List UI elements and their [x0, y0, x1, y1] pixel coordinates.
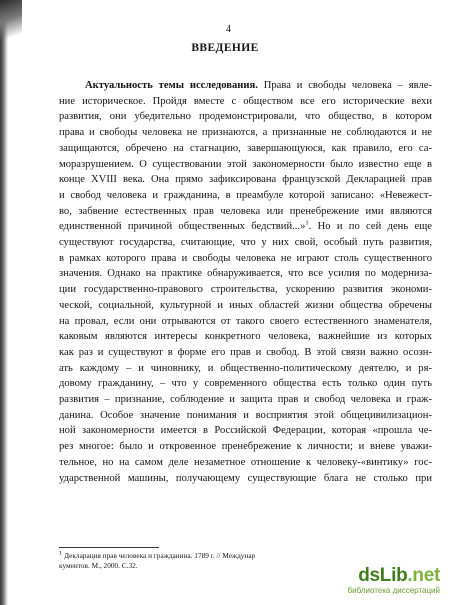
text-line: тельное, но на самом деле незаметное отношение к человеку-«винтику» гос- [59, 456, 432, 468]
text-line-run: . Но и по сей день еще [308, 221, 432, 233]
text-line: и свобод человека и гражданина, в преамбуле которой записано: «Невежест- [59, 189, 432, 201]
text-line: существуют государства, считающие, что у них свой, особый путь развития, [59, 237, 432, 249]
text-line: рез многое: было и откровенное пренебрежение к личности; и вневе уважи- [59, 441, 432, 453]
watermark-subtitle: библиотека диссертаций [347, 586, 440, 595]
text-line: ударственной машины, получающему существующие блага не столько при [59, 472, 432, 484]
text-line-run: единственной причиной общественных бедствий...» [59, 221, 306, 233]
text-line: конце XVIII века. Она прямо зафиксирована французской Декларацией прав [59, 174, 432, 186]
footnote [59, 551, 319, 571]
scan-corner-artifact [0, 0, 22, 48]
footnote-marker: 1 [59, 551, 63, 557]
text-line: ческой, социальной, культурной и иных областей жизни общества обречены [59, 299, 432, 311]
text-line-with-footnote [59, 219, 432, 235]
text-line-run: Права и свободы человека – явле- [257, 80, 432, 91]
dslib-watermark [317, 565, 442, 599]
text-line: развития, они убедительно продемонстрировали, что общество, в котором [59, 111, 432, 123]
text-line: ние историческое. Пройдя вместе с обществом все его исторические вехи [59, 95, 432, 107]
text-line: ать каждому – и чиновнику, и общественно-политическому деятелю, и ря- [59, 362, 432, 374]
logo-tld-text: .net [407, 565, 440, 586]
footnote-separator [59, 547, 159, 548]
bold-lead: Актуальность темы исследования. [85, 80, 258, 91]
text-line: данина. Особое значение понимания и восприятия этой общецивилизацион- [59, 409, 432, 421]
text-line: ной закономерности имеется в Российской Федерации, которая «прошла че- [59, 425, 432, 437]
text-line: ции государственно-правового строительства, ускорению развития экономи- [59, 284, 432, 296]
logo-main-text: dsLib [358, 565, 408, 586]
text-line: моразрушением. О существовании этой закономерности было известно еще в [59, 158, 432, 170]
text-line: на провал, если они отрываются от такого своего естественного знаменателя, [59, 315, 432, 327]
dslib-logo [358, 565, 440, 587]
text-line: как раз и существуют в форме его прав и свобод. В этой связи важно осозн- [59, 346, 432, 358]
scan-edge-shadow [0, 0, 8, 605]
text-line: права и свободы человека не признаются, а признанные не соблюдаются и не [59, 127, 432, 139]
footnote-line [59, 551, 319, 561]
text-line [59, 78, 432, 94]
footnote-line: кументов. М., 2000. С.32. [59, 561, 138, 570]
text-line: в рамках которого права и свободы человека не играют столь существенного [59, 252, 432, 264]
body-text [59, 78, 432, 486]
section-heading: ВВЕДЕНИЕ [191, 42, 259, 54]
page-number: 4 [226, 24, 231, 35]
text-line: защищаются, обречено на стагнацию, завершающуюся, как правило, его са- [59, 142, 432, 154]
footnote-text: Декларация прав человека и гражданина. 1789 г. // Междунар [62, 551, 256, 560]
text-line: довому гражданину, – что у современного общества есть только один путь [59, 378, 432, 390]
text-line: каковым являются интересы конкретного человека, важнейшие из которых [59, 331, 432, 343]
text-line: во, забвение естественных прав человека или пренебрежение ими являются [59, 205, 432, 217]
text-line: развития – признание, соблюдение и защита прав и свобод человека и граж- [59, 394, 432, 406]
footnote-reference[interactable]: 1 [305, 219, 309, 227]
text-line: значения. Однако на практике обнаруживается, что все усилия по модерниза- [59, 268, 432, 280]
